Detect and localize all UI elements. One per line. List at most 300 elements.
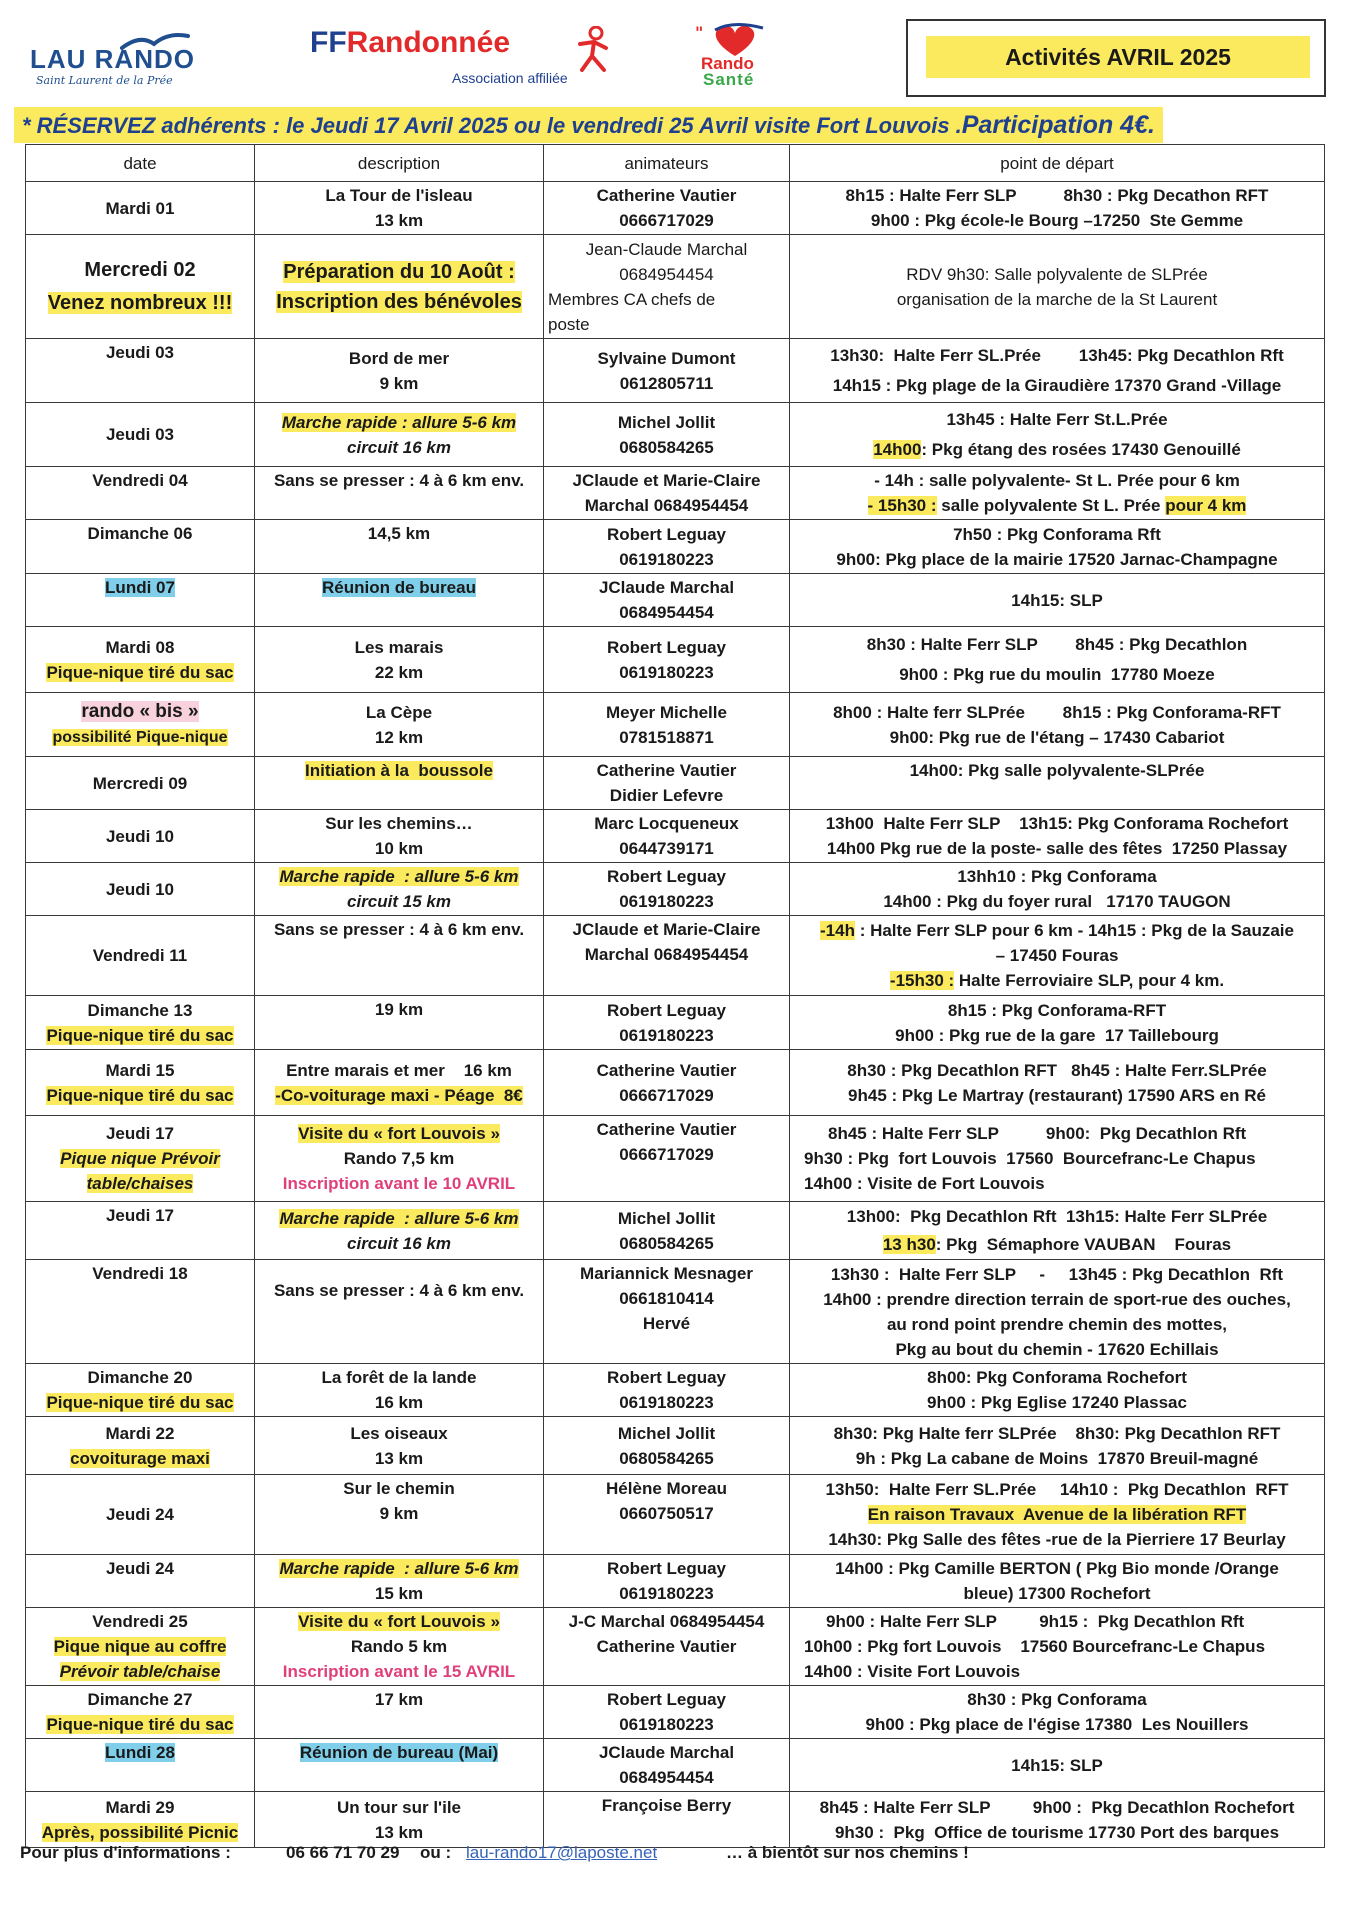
footer-email-link[interactable]: lau-rando17@laposte.net [466,1843,658,1862]
cell-description-line: La Cèpe [365,702,433,722]
cell-animateur-line: 0619180223 [619,1584,714,1603]
cell-description-highlight: Réunion de bureau [322,578,476,597]
cell-date [26,574,255,627]
table-row [26,916,1325,996]
ffrandonnee-name [310,26,510,60]
cell-date-highlight: rando « bis » [81,701,199,722]
cell-depart-line [794,968,1320,993]
cell-animateur-line: 0619180223 [619,892,714,911]
cell-depart-line: - 14h : salle polyvalente- St L. Prée pour 6 km [874,471,1240,490]
cell-date [26,182,255,235]
cell-depart-time-highlight: 14h00 [873,440,922,459]
cell-depart-line [794,918,1320,943]
cell-date-note: Après, possibilité Picnic [41,1822,239,1842]
cell-depart-line: 9h : Pkg La cabane de Moins 17870 Breuil-magné [855,1448,1259,1468]
cell-description-line: 15 km [374,1584,424,1603]
cell-animateur-line: Catherine Vautier [596,1120,737,1139]
cell-description-line: La forêt de la lande [321,1368,477,1387]
cell-description [255,1260,544,1364]
cell-animateurs [544,1792,790,1848]
cell-description [255,1555,544,1608]
column-header-animateurs: animateurs [544,145,790,182]
cell-animateurs [544,1116,790,1202]
cell-depart-line: 14h15: SLP [1011,590,1103,610]
cell-animateur-line: 0684954454 [619,1768,714,1787]
cell-description-line: La Tour de l'isleau [325,186,473,205]
table-row [26,1608,1325,1686]
cell-animateurs [544,1364,790,1417]
table-row [26,235,1325,339]
cell-date-line: Jeudi 24 [105,1505,175,1524]
cell-animateur-line: Catherine Vautier [596,1060,737,1080]
cell-animateur-line: Marchal 0684954454 [584,496,749,515]
cell-depart-line: 13h30: Halte Ferr SL.Prée 13h45: Pkg Decathlon Rft [830,346,1284,365]
cell-animateurs [544,1555,790,1608]
cell-depart-line: 10h00 : Pkg fort Louvois 17560 Bourcefranc-Le Chapus [804,1637,1266,1656]
table-row [26,757,1325,810]
cell-description-highlight: Marche rapide : allure 5-6 km [279,1559,519,1578]
rando-sante-line2: Santé [703,70,755,89]
cell-date-line: Mercredi 02 [84,258,196,281]
cell-animateurs [544,693,790,757]
cell-description-line: Rando 5 km [350,1637,448,1656]
lau-rando-logo [30,30,280,90]
cell-animateur-line: 0660750517 [619,1504,714,1523]
cell-date-line: Jeudi 10 [105,826,175,846]
cell-description-line: 13 km [374,1448,424,1468]
cell-date-line: Vendredi 18 [92,1264,188,1283]
cell-animateurs [544,1202,790,1260]
cell-description-line: 9 km [379,373,419,393]
cell-depart-line [794,432,1320,462]
cell-date-note: Pique nique Prévoir [60,1149,220,1168]
column-header-description: description [255,145,544,182]
cell-animateur-line: 0781518871 [619,727,714,747]
table-row [26,863,1325,916]
cell-depart-line: 14h00 : Pkg du foyer rural 17170 TAUGON [883,892,1231,911]
cell-depart [790,1417,1325,1475]
table-row [26,1116,1325,1202]
cell-depart-line: organisation de la marche de la St Laurent [896,289,1218,309]
column-header-depart: point de départ [790,145,1325,182]
cell-animateur-line: Michel Jollit [617,1208,716,1228]
cell-animateurs [544,996,790,1050]
table-row [26,403,1325,467]
table-row [26,627,1325,693]
cell-animateurs [544,627,790,693]
cell-depart-line: 13h00: Pkg Decathlon Rft 13h15: Halte Ferr SLPrée [846,1207,1268,1226]
cell-date-note: Pique-nique tiré du sac [46,1715,234,1734]
cell-description [255,182,544,235]
table-header-row [26,145,1325,182]
table-row [26,339,1325,403]
cell-animateur-line: Catherine Vautier [596,186,737,205]
cell-animateurs [544,1050,790,1116]
cell-depart-line: RDV 9h30: Salle polyvalente de SLPrée [906,264,1208,284]
cell-description-highlight: -Co-voiturage maxi - Péage 8€ [275,1085,523,1105]
cell-depart-line: 8h45 : Halte Ferr SLP 9h00 : Pkg Decathlon Rochefort [819,1797,1295,1817]
cell-animateur-line: Jean-Claude Marchal [585,239,748,259]
cell-animateur-line: Catherine Vautier [596,761,737,780]
cell-date-line: Jeudi 03 [105,425,175,444]
cell-depart [790,1260,1325,1364]
cell-date [26,1475,255,1555]
cell-description [255,693,544,757]
cell-depart [790,627,1325,693]
cell-description-highlight: Visite du « fort Louvois » [298,1612,500,1631]
cell-date-line: Jeudi 10 [105,879,175,899]
cell-animateur-line: JClaude Marchal [598,578,735,597]
cell-animateur-line: Robert Leguay [606,1690,727,1709]
cell-depart-note-highlight: En raison Travaux Avenue de la libération RFT [867,1505,1247,1524]
lau-rando-name: LAU RANDO [30,44,195,74]
cell-date [26,916,255,996]
cell-date [26,1202,255,1260]
cell-date-highlight: Lundi 28 [105,1743,175,1762]
cell-animateur-line: 0680584265 [619,1233,714,1253]
table-row [26,1686,1325,1739]
cell-depart [790,1202,1325,1260]
cell-description [255,916,544,996]
cell-depart [790,863,1325,916]
cell-depart-time-highlight: - 15h30 : [867,496,937,515]
table-row [26,520,1325,574]
rando-sante-logo [685,22,825,90]
cell-depart-line: bleue) 17300 Rochefort [963,1584,1151,1603]
cell-depart [790,757,1325,810]
cell-description-line: Les marais [354,637,444,657]
table-row [26,810,1325,863]
cell-date-line: Dimanche 06 [87,524,193,543]
cell-animateur-line: JClaude Marchal [598,1743,735,1762]
cell-depart [790,1792,1325,1848]
cell-description [255,1475,544,1555]
cell-depart [790,182,1325,235]
cell-description-line: Sur les chemins… [325,814,473,833]
cell-depart-line: 8h15 : Pkg Conforama-RFT [947,1000,1167,1020]
footer-or: ou : [420,1843,452,1862]
cell-date [26,810,255,863]
cell-animateur-line: J-C Marchal 0684954454 [568,1612,765,1631]
cell-depart [790,467,1325,520]
cell-description-line: Entre marais et mer 16 km [286,1060,512,1080]
cell-depart [790,1608,1325,1686]
cell-description-highlight: Marche rapide : allure 5-6 km [279,867,519,886]
cell-depart-text: salle polyvalente St L. Prée [936,496,1166,515]
rando-sante-line1: Rando [701,54,754,73]
cell-description [255,1686,544,1739]
cell-depart [790,235,1325,339]
cell-depart [790,520,1325,574]
cell-animateur-line: Robert Leguay [606,1000,727,1020]
cell-animateur-line: 0684954454 [619,264,714,284]
cell-date-line: Jeudi 17 [105,1124,175,1143]
cell-animateur-line: Michel Jollit [617,1423,716,1443]
cell-depart-time-highlight: -15h30 : [889,971,955,990]
cell-depart-line: 14h00 Pkg rue de la poste- salle des fêtes 17250 Plassay [826,839,1288,858]
cell-description-line: Sans se presser : 4 à 6 km env. [273,1281,525,1300]
cell-animateurs [544,339,790,403]
cell-description-line: 13 km [374,211,424,230]
cell-animateur-line: Robert Leguay [606,524,727,544]
cell-depart-line: 7h50 : Pkg Conforama Rft [953,524,1161,544]
cell-depart-line: 13h45 : Halte Ferr St.L.Prée [946,410,1168,429]
cell-depart-line: 9h00 : Pkg école-le Bourg –17250 Ste Gemme [870,211,1244,230]
cell-animateurs [544,1739,790,1792]
cell-date-note: Pique-nique tiré du sac [46,1393,234,1412]
cell-depart [790,1686,1325,1739]
cell-depart [790,996,1325,1050]
cell-description [255,339,544,403]
cell-depart-line: 8h00 : Halte ferr SLPrée 8h15 : Pkg Conforama-RFT [833,702,1281,722]
cell-depart-line: 8h00: Pkg Conforama Rochefort [927,1368,1187,1387]
cell-description [255,520,544,574]
cell-date [26,339,255,403]
cell-description-highlight: Réunion de bureau (Mai) [299,1743,499,1762]
cell-date [26,1686,255,1739]
cell-description-line: 13 km [374,1822,424,1842]
cell-date [26,1739,255,1792]
cell-depart [790,1475,1325,1555]
cell-depart-line: 9h00 : Halte Ferr SLP 9h15 : Pkg Decathlon Rft [826,1612,1245,1631]
cell-description-highlight: Marche rapide : allure 5-6 km [281,412,517,432]
cell-animateurs [544,467,790,520]
cell-date [26,1555,255,1608]
cell-date [26,1116,255,1202]
cell-date [26,467,255,520]
cell-date-line: Mardi 01 [105,198,175,218]
cell-date-line: Dimanche 20 [87,1368,193,1387]
cell-description-line: circuit 15 km [347,892,451,911]
cell-date-note: Pique-nique tiré du sac [46,662,234,682]
footer-label: Pour plus d'informations : [20,1843,231,1862]
cell-animateur-line: Robert Leguay [606,637,727,657]
cell-description-line: circuit 16 km [347,1233,451,1253]
cell-animateur-line: 0666717029 [619,211,714,230]
cell-description-line: 19 km [374,1000,424,1019]
column-header-date: date [26,145,255,182]
table-row [26,1792,1325,1848]
cell-animateur-line: Membres CA chefs de [548,289,716,309]
table-row [26,182,1325,235]
table-row [26,1364,1325,1417]
ffrandonnee-subtitle: Association affiliée [452,70,568,86]
cell-animateur-line: 0684954454 [619,603,714,622]
cell-animateur-line: Robert Leguay [606,1559,727,1578]
cell-animateur-line: Hélène Moreau [606,1479,727,1498]
cell-description [255,810,544,863]
cell-animateur-line: 0680584265 [619,437,714,457]
cell-animateur-line: Sylvaine Dumont [597,348,736,368]
cell-depart [790,693,1325,757]
cell-date [26,757,255,810]
ffrandonnee-name-ff: FF [310,26,347,59]
cell-animateur-line: JClaude et Marie-Claire [572,920,761,939]
cell-description [255,1202,544,1260]
cell-date [26,1792,255,1848]
cell-date [26,1608,255,1686]
table-row [26,1739,1325,1792]
cell-depart-line: 14h15: SLP [1011,1755,1103,1775]
cell-date [26,235,255,339]
cell-depart-line [794,493,1320,518]
cell-animateur-line: JClaude et Marie-Claire [572,471,761,490]
cell-depart [790,916,1325,996]
cell-depart-distance-highlight: pour 4 km [1165,496,1247,515]
table-row [26,996,1325,1050]
cell-depart-text: : Pkg Sémaphore VAUBAN Fouras [935,1235,1232,1254]
cell-date-line: Dimanche 27 [87,1690,193,1709]
cell-depart-line: 13h30 : Halte Ferr SLP - 13h45 : Pkg Decathlon Rft [830,1264,1284,1284]
cell-date [26,403,255,467]
reservation-notice-text: * RÉSERVEZ adhérents : le Jeudi 17 Avril 2025 ou le vendredi 25 Avril visite Fort Louvois . [22,113,962,138]
cell-date-line: Vendredi 04 [92,471,188,490]
ffrandonnee-name-randonnee: Randonnée [346,26,511,59]
cell-depart-line: 9h00: Pkg rue de l'étang – 17430 Cabariot [889,727,1225,747]
cell-depart [790,1116,1325,1202]
cell-animateurs [544,1608,790,1686]
cell-depart-line: 14h00: Pkg salle polyvalente-SLPrée [909,761,1205,780]
cell-date-line: Vendredi 25 [92,1612,188,1631]
footer-closing: … à bientôt sur nos chemins ! [726,1843,969,1862]
cell-depart [790,810,1325,863]
table-row [26,574,1325,627]
cell-description-line: 22 km [374,662,424,682]
cell-date [26,693,255,757]
cell-depart-line: 9h00: Pkg place de la mairie 17520 Jarnac-Champagne [836,549,1278,569]
cell-depart-line: au rond point prendre chemin des mottes, [886,1314,1228,1334]
cell-animateur-line: 0666717029 [619,1145,714,1164]
cell-date-note: Prévoir table/chaise [59,1662,221,1681]
cell-date-line: Mardi 22 [105,1423,175,1443]
cell-description [255,1364,544,1417]
cell-animateur-line: Hervé [642,1314,691,1333]
cell-date-line: Dimanche 13 [87,1000,193,1020]
cell-depart-line: 9h30 : Pkg Office de tourisme 17730 Port des barques [834,1822,1280,1842]
cell-depart-line [794,1229,1320,1257]
cell-animateur-line: 0619180223 [619,1025,714,1045]
cell-depart-line: 9h00 : Pkg rue du moulin 17780 Moeze [899,665,1215,684]
cell-depart-line: 14h00 : prendre direction terrain de sport-rue des ouches, [823,1289,1291,1309]
cell-date-note: Pique-nique tiré du sac [46,1085,234,1105]
cell-animateur-line: Michel Jollit [617,412,716,432]
cell-description-registration: Inscription avant le 15 AVRIL [282,1662,516,1681]
page-header [0,0,1358,139]
cell-animateurs [544,1260,790,1364]
ffrandonnee-logo [310,22,630,92]
cell-description [255,574,544,627]
cell-date-line: Mardi 08 [105,637,175,657]
table-row [26,1475,1325,1555]
table-row [26,1050,1325,1116]
cell-animateur-line: Mariannick Mesnager [580,1264,753,1283]
cell-animateur-line: poste [548,314,590,334]
cell-animateurs [544,757,790,810]
cell-animateur-line: 0644739171 [619,839,714,858]
cell-description [255,1050,544,1116]
cell-description-highlight: Visite du « fort Louvois » [298,1124,500,1143]
cell-animateurs [544,863,790,916]
cell-description-highlight: Préparation du 10 Août : [283,260,515,283]
cell-description [255,1116,544,1202]
cell-date-highlight: Lundi 07 [105,578,175,597]
cell-animateurs [544,235,790,339]
cell-description-highlight: Inscription des bénévoles [276,290,522,313]
cell-description [255,627,544,693]
cell-depart-line: 13h00 Halte Ferr SLP 13h15: Pkg Conforama Rochefort [825,814,1289,833]
cell-animateur-line: Marc Locqueneux [594,814,739,833]
reservation-notice [14,107,1163,143]
cell-date-note: possibilité Pique-nique [52,729,228,746]
cell-date-note: Pique nique au coffre [53,1637,227,1656]
cell-animateur-line: Robert Leguay [606,867,727,886]
cell-depart-line: 8h30 : Pkg Conforama [967,1690,1147,1709]
cell-animateur-line: Robert Leguay [606,1368,727,1387]
cell-depart-line: Pkg au bout du chemin - 17620 Echillais [895,1339,1219,1359]
cell-date [26,627,255,693]
table-row [26,693,1325,757]
cell-animateur-line: 0619180223 [619,1715,714,1734]
cell-date-line: Mercredi 09 [92,773,188,793]
cell-description-line: Sans se presser : 4 à 6 km env. [273,920,525,939]
cell-description [255,1739,544,1792]
cell-depart [790,339,1325,403]
cell-depart [790,1364,1325,1417]
cell-depart-time-highlight: 13 h30 [882,1235,936,1254]
cell-animateurs [544,403,790,467]
cell-date-line: Mardi 15 [105,1060,175,1080]
cell-date-line: Jeudi 17 [105,1206,175,1225]
cell-animateur-line: 0612805711 [619,373,714,393]
table-row [26,1417,1325,1475]
cell-animateur-line: Didier Lefevre [609,786,724,805]
cell-depart [790,1739,1325,1792]
cell-depart-line: 13h50: Halte Ferr SL.Prée 14h10 : Pkg Decathlon RFT [825,1480,1289,1499]
cell-description-line: 14,5 km [367,524,431,543]
cell-animateurs [544,1417,790,1475]
cell-animateur-line: Marchal 0684954454 [584,945,749,964]
cell-date-note: covoiturage maxi [70,1448,210,1468]
cell-description [255,996,544,1050]
cell-depart [790,574,1325,627]
cell-depart-line: 9h00 : Pkg place de l'égise 17380 Les Nouillers [865,1715,1249,1734]
cell-depart-line: 8h15 : Halte Ferr SLP 8h30 : Pkg Decathon RFT [845,186,1269,205]
cell-date-note: table/chaises [86,1174,194,1193]
cell-date [26,863,255,916]
cell-description-line: 12 km [374,727,424,747]
table-row [26,1555,1325,1608]
cell-date [26,1364,255,1417]
cell-description-line: 10 km [374,839,424,858]
cell-depart [790,403,1325,467]
table-row [26,467,1325,520]
cell-animateur-line: 0680584265 [619,1448,714,1468]
cell-date-note: Venez nombreux !!! [47,291,233,314]
lau-rando-subtitle: Saint Laurent de la Prée [36,74,173,87]
cell-animateur-line: Catherine Vautier [596,1637,737,1656]
cell-depart-text: : Pkg étang des rosées 17430 Genouillé [921,440,1241,459]
cell-description-line: Rando 7,5 km [343,1149,455,1168]
cell-description-line: Bord de mer [348,348,450,368]
cell-depart [790,1555,1325,1608]
cell-description-line: 9 km [379,1504,419,1523]
cell-depart-time-highlight: -14h [820,921,855,940]
cell-animateurs [544,1686,790,1739]
cell-depart-line: 9h00 : Pkg rue de la gare 17 Taillebourg [895,1025,1219,1045]
cell-description-line: Sur le chemin [343,1479,455,1498]
cell-animateur-line: 0666717029 [619,1085,714,1105]
cell-depart-line: 14h00 : Pkg Camille BERTON ( Pkg Bio monde /Orange [835,1559,1279,1578]
